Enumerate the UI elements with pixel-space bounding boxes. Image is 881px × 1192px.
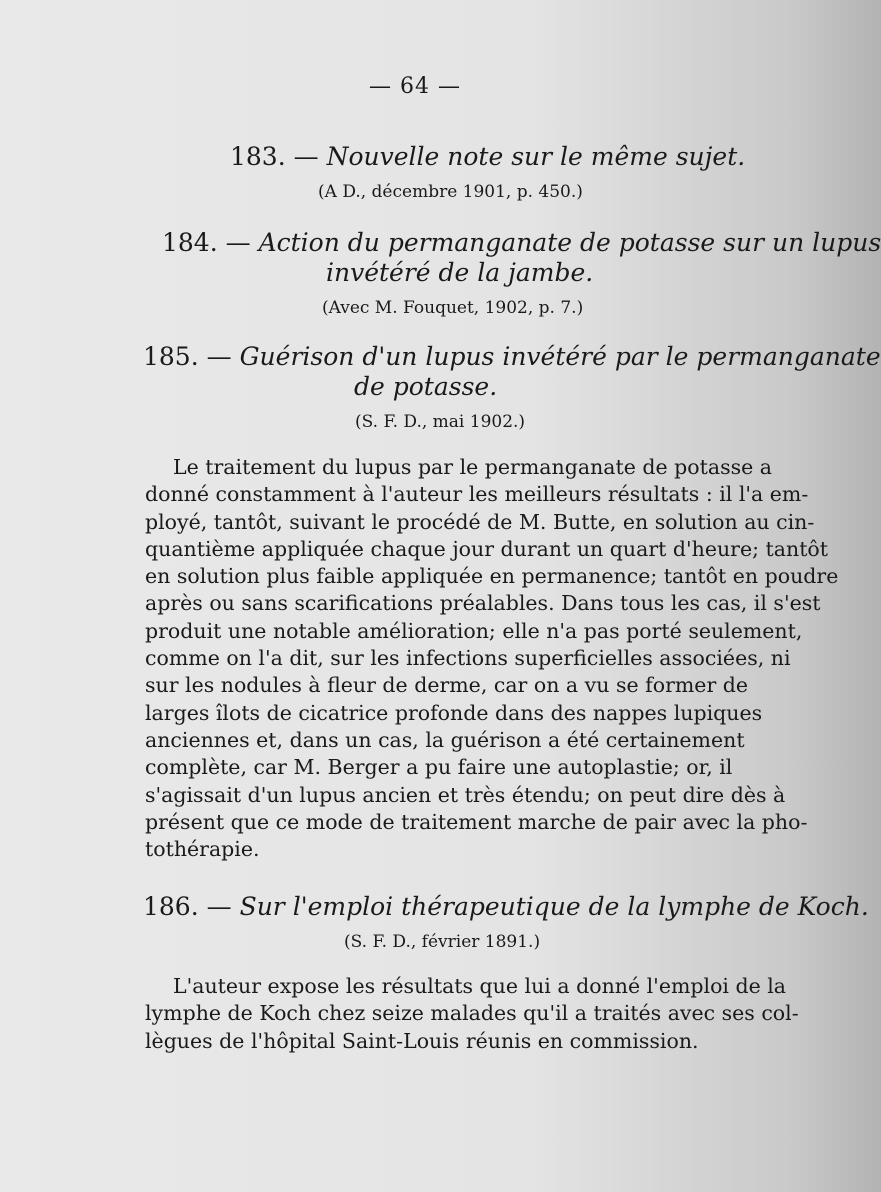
- entry-185-paragraph: [145, 454, 839, 863]
- paragraph-line: ployé, tantôt, suivant le procédé de M. Butte, en solution au cin-: [145, 509, 815, 534]
- entry-185-title: 185. — Guérison d'un lupus invétéré par le permanganate: [143, 342, 881, 371]
- paragraph-line: en solution plus faible appliquée en permanence; tantôt en poudre: [145, 564, 839, 589]
- entry-185-reference: (S. F. D., mai 1902.): [355, 412, 526, 432]
- page-number: — 64 —: [369, 74, 461, 99]
- entry-185-title-line-2: de potasse.: [354, 372, 498, 401]
- paragraph-line: s'agissait d'un lupus ancien et très étendu; on peut dire dès à: [145, 782, 786, 807]
- paragraph-line: présent que ce mode de traitement marche de pair avec la pho-: [145, 809, 808, 834]
- entry-186-paragraph: [145, 973, 799, 1055]
- paragraph-line: larges îlots de cicatrice profonde dans des nappes lupiques: [145, 700, 763, 725]
- entry-184-reference: (Avec M. Fouquet, 1902, p. 7.): [322, 298, 584, 318]
- paragraph-line: donné constamment à l'auteur les meilleurs résultats : il l'a em-: [145, 482, 809, 507]
- entry-183-title: 183. — Nouvelle note sur le même sujet.: [230, 142, 746, 171]
- paragraph-line: L'auteur expose les résultats que lui a donné l'emploi de la: [173, 974, 787, 998]
- paragraph-line: complète, car M. Berger a pu faire une autoplastie; or, il: [145, 755, 733, 780]
- entry-184-title-line-2: invétéré de la jambe.: [326, 258, 594, 287]
- paragraph-line: après ou sans scarifications préalables. Dans tous les cas, il s'est: [145, 591, 821, 616]
- entry-186-reference: (S. F. D., février 1891.): [344, 932, 541, 952]
- paragraph-line: quantième appliquée chaque jour durant un quart d'heure; tantôt: [145, 536, 829, 561]
- paragraph-line: sur les nodules à fleur de derme, car on a vu se former de: [145, 673, 749, 698]
- paragraph-line: Le traitement du lupus par le permanganate de potasse a: [173, 455, 772, 479]
- paragraph-line: anciennes et, dans un cas, la guérison a été certainement: [145, 727, 745, 752]
- paragraph-line: produit une notable amélioration; elle n'a pas porté seulement,: [145, 618, 803, 643]
- entry-184-title: 184. — Action du permanganate de potasse sur un lupus: [162, 228, 881, 257]
- entry-183-reference: (A D., décembre 1901, p. 450.): [318, 182, 583, 202]
- entry-186-title: 186. — Sur l'emploi thérapeutique de la lymphe de Koch.: [143, 892, 869, 921]
- paragraph-line: lègues de l'hôpital Saint-Louis réunis en commission.: [145, 1028, 699, 1053]
- paragraph-line: lymphe de Koch chez seize malades qu'il a traités avec ses col-: [145, 1001, 799, 1026]
- paragraph-line: tothérapie.: [145, 837, 260, 862]
- paragraph-line: comme on l'a dit, sur les infections superficielles associées, ni: [145, 646, 791, 671]
